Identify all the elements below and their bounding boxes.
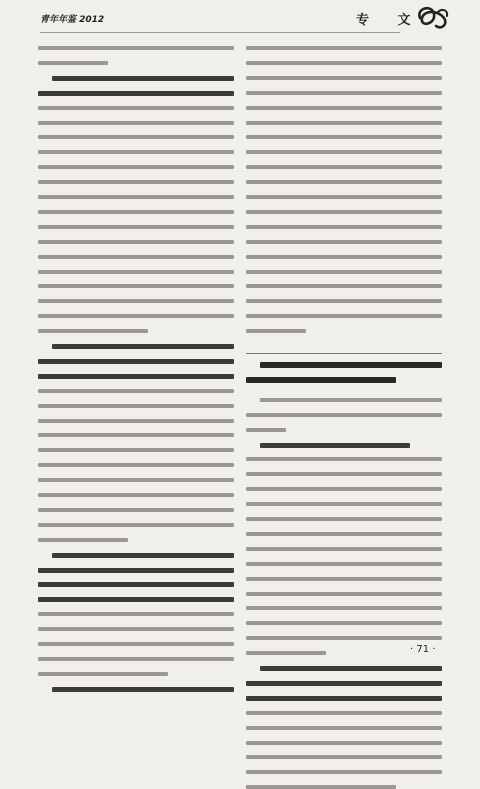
text-line [246, 487, 442, 491]
text-line [246, 240, 442, 244]
text-line [246, 502, 442, 506]
section-heading-line [260, 362, 442, 368]
header-rule [40, 32, 400, 33]
section-heading-line [246, 377, 396, 383]
text-line [38, 508, 234, 512]
text-line [38, 329, 148, 333]
text-line [246, 121, 442, 125]
text-line [246, 413, 442, 417]
text-line [38, 568, 234, 573]
text-line [38, 195, 234, 199]
text-line [38, 493, 234, 497]
text-line [38, 419, 234, 423]
text-line [246, 195, 442, 199]
text-line [38, 657, 234, 661]
text-line [246, 755, 442, 759]
text-line [38, 284, 234, 288]
text-line [246, 726, 442, 730]
text-line [38, 597, 234, 602]
text-line [246, 532, 442, 536]
text-line [38, 180, 234, 184]
text-line [38, 314, 234, 318]
text-line [246, 741, 442, 745]
text-line [246, 270, 442, 274]
text-line [246, 577, 442, 581]
text-line [38, 538, 128, 542]
text-line [38, 582, 234, 587]
text-line [38, 612, 234, 616]
text-line [38, 359, 234, 364]
page-header [0, 0, 480, 40]
text-line [246, 135, 442, 139]
text-line [38, 61, 108, 65]
text-line [38, 225, 234, 229]
page-number: · 71 · [410, 644, 436, 655]
text-line [246, 61, 442, 65]
text-line [260, 666, 442, 671]
running-head-right: 专 文 [356, 13, 423, 28]
text-line [246, 636, 442, 640]
text-line [246, 785, 396, 789]
text-line [246, 329, 306, 333]
text-line [246, 770, 442, 774]
text-line [246, 46, 442, 50]
text-line [260, 398, 442, 402]
text-line [38, 627, 234, 631]
text-line [246, 592, 442, 596]
text-line [246, 255, 442, 259]
text-line [246, 621, 442, 625]
text-line [246, 606, 442, 610]
text-line [246, 314, 442, 318]
calligraphy-logo-icon [414, 4, 450, 32]
text-line [38, 165, 234, 169]
text-line [246, 696, 442, 701]
text-line [246, 457, 442, 461]
text-line [38, 150, 234, 154]
text-line [246, 284, 442, 288]
text-line [38, 121, 234, 125]
text-line [52, 687, 234, 692]
text-line [260, 443, 410, 448]
text-line [38, 135, 234, 139]
text-line [246, 472, 442, 476]
text-line [38, 46, 234, 50]
text-line [38, 106, 234, 110]
text-line [38, 210, 234, 214]
text-line [38, 523, 234, 527]
right-column [246, 40, 442, 635]
text-line [246, 150, 442, 154]
text-line [246, 76, 442, 80]
text-line [52, 76, 234, 81]
text-line [246, 299, 442, 303]
running-head-left: 青年年鉴 2012 [40, 15, 105, 25]
text-line [246, 225, 442, 229]
text-line [38, 404, 234, 408]
text-line [246, 547, 442, 551]
text-line [38, 478, 234, 482]
text-line [38, 255, 234, 259]
text-line [38, 299, 234, 303]
text-line [38, 270, 234, 274]
text-line [246, 517, 442, 521]
text-line [246, 91, 442, 95]
text-line [246, 210, 442, 214]
left-column [38, 40, 234, 635]
text-line [38, 389, 234, 393]
text-line [246, 681, 442, 686]
text-line [52, 344, 234, 349]
text-line [38, 433, 234, 437]
text-line [38, 240, 234, 244]
text-line [246, 165, 442, 169]
text-line [38, 463, 234, 467]
text-line [38, 672, 168, 676]
text-line [246, 180, 442, 184]
text-line [246, 651, 326, 655]
section-rule [246, 353, 442, 354]
text-line [246, 562, 442, 566]
text-line [246, 106, 442, 110]
text-line [38, 642, 234, 646]
text-line [38, 374, 234, 379]
text-line [38, 91, 234, 96]
text-line [38, 448, 234, 452]
text-line [246, 711, 442, 715]
text-line [246, 428, 286, 432]
text-line [52, 553, 234, 558]
